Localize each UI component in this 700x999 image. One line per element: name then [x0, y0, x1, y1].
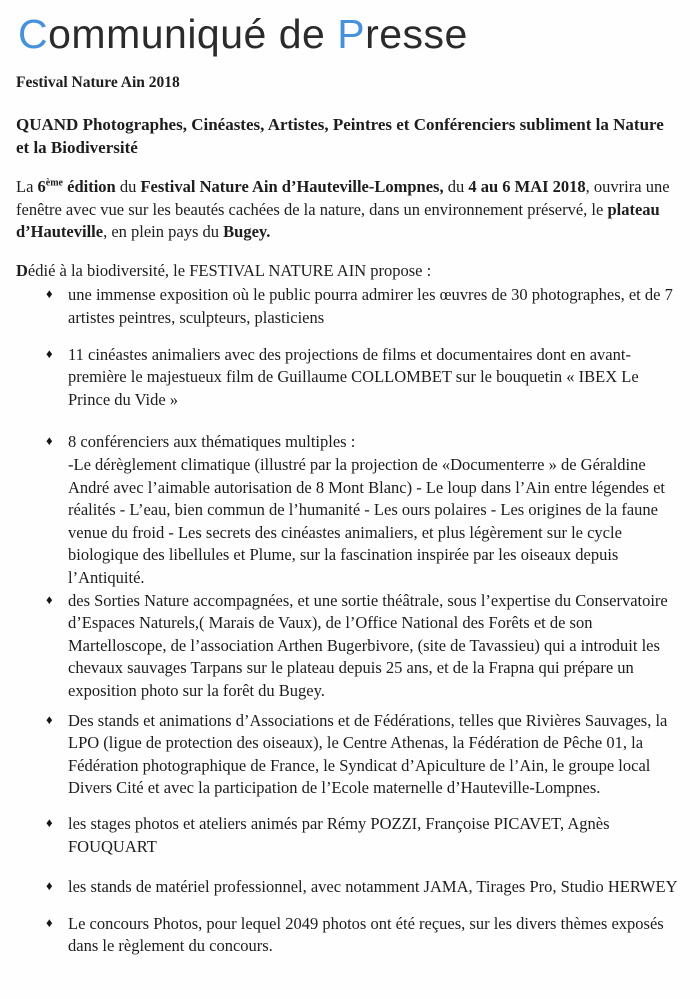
list-item-conferenciers: [16, 431, 684, 589]
list-item-stages-photos: [16, 813, 684, 858]
lead-text: édié à la biodiversité, le FESTIVAL NATURE AIN propose :: [27, 260, 432, 280]
diamond-bullet-icon: ♦: [46, 814, 53, 830]
program-bullet-list: [16, 284, 684, 957]
diamond-bullet-icon: ♦: [46, 433, 53, 449]
document-subtitle: Festival Nature Ain 2018: [16, 73, 180, 91]
lead-initial: D: [16, 260, 28, 280]
list-item-sorties-nature: [16, 590, 684, 703]
list-item-text: 11 cinéastes animaliers avec des projections de films et documentaires dont en avant-première le majestueux film de Guillaume COLLOMBET sur le bouquetin « IBEX Le Prince du Vide »: [68, 344, 639, 409]
intro-paragraph: [16, 176, 682, 244]
list-item-text: les stages photos et ateliers animés par Rémy POZZI, Françoise PICAVET, Agnès FOUQUART: [68, 813, 610, 856]
title-accent-letter: C: [18, 11, 49, 57]
diamond-bullet-icon: ♦: [46, 878, 53, 894]
list-item-text: les stands de matériel professionnel, avec notamment JAMA, Tirages Pro, Studio HERWEY: [68, 877, 678, 897]
list-item-cineastes: [16, 344, 684, 412]
title-text: resse: [365, 11, 468, 57]
headline: QUAND Photographes, Cinéastes, Artistes, Peintres et Conférenciers subliment la Nature et la Biodiversité: [16, 114, 664, 158]
plateau-name: plateau d’Hauteville: [16, 199, 660, 242]
diamond-bullet-icon: ♦: [46, 711, 53, 727]
lead-sentence: [16, 260, 684, 283]
intro-text: La: [16, 177, 38, 197]
intro-text: , ouvrira une fenêtre avec vue sur les beautés cachées de la nature, dans un environnement préservé, le: [16, 177, 670, 219]
intro-text: , en plein pays du: [103, 222, 224, 242]
list-item-stands-associations: [16, 710, 684, 800]
list-item-text: -Le dérèglement climatique (illustré par la projection de «Documenterre » de Géraldine André avec l’aimable autorisation de 8 Mont Blanc) - Le loup dans l’Ain entre légendes et réalités - L’eau, bien commun de l’humanité - Les ours polaires - Les origines de la faune venue du froid - Les secrets des cinéastes animaliers, et plus légèrement sur le cycle biologique des libellules et Plume, sur la fascination inspirée par les oiseaux depuis l’Antiquité.: [68, 455, 666, 587]
edition-number: 6: [37, 177, 46, 197]
list-item-text: 8 conférenciers aux thématiques multiples :: [68, 432, 356, 452]
title-accent-letter: P: [337, 11, 366, 57]
festival-name: Festival Nature Ain d’Hauteville-Lompnes,: [140, 177, 444, 197]
region-name: Bugey.: [223, 222, 271, 242]
intro-text: du: [443, 177, 469, 197]
list-item-exposition: [16, 284, 684, 329]
festival-dates: 4 au 6 MAI 2018: [468, 177, 586, 197]
list-item-text: Le concours Photos, pour lequel 2049 photos ont été reçues, sur les divers thèmes exposés dans le règlement du concours.: [68, 913, 664, 956]
diamond-bullet-icon: ♦: [46, 286, 53, 302]
page-title: [18, 12, 684, 58]
list-item-text: Des stands et animations d’Associations et de Fédérations, telles que Rivières Sauvages, la LPO (ligue de protection des oiseaux), le Centre Athenas, la Fédération de Pêche 01, la Fédération photographique de France, le Syndicat d’Apiculture de l’Ain, le groupe local Divers Cité et avec la participation de l’Ecole maternelle d’Hauteville-Lompnes.: [68, 710, 668, 798]
diamond-bullet-icon: ♦: [46, 591, 53, 607]
edition-label: édition: [63, 177, 116, 197]
intro-text: du: [115, 177, 141, 197]
list-item-concours-photos: [16, 913, 684, 958]
title-text: ommuniqué de: [48, 11, 338, 57]
list-item-text: une immense exposition où le public pourra admirer les œuvres de 30 photographes, et de 7 artistes peintres, sculpteurs, plasticiens: [68, 285, 673, 328]
diamond-bullet-icon: ♦: [46, 914, 53, 930]
list-item-text: des Sorties Nature accompagnées, et une sortie théâtrale, sous l’expertise du Conservatoire d’Espaces Naturels,( Marais de Vaux), de l’Office National des Forêts et de son Martelloscope, de l’association Arthen Bugerbivore, (site de Tavassieu) qui a introduit les chevaux sauvages Tarpans sur le plateau depuis 25 ans, et de la Frapna qui prépare un exposition photo sur la forêt du Bugey.: [68, 590, 668, 700]
list-item-stands-materiel: [16, 876, 684, 899]
diamond-bullet-icon: ♦: [46, 345, 53, 361]
edition-superscript: ème: [45, 177, 63, 189]
